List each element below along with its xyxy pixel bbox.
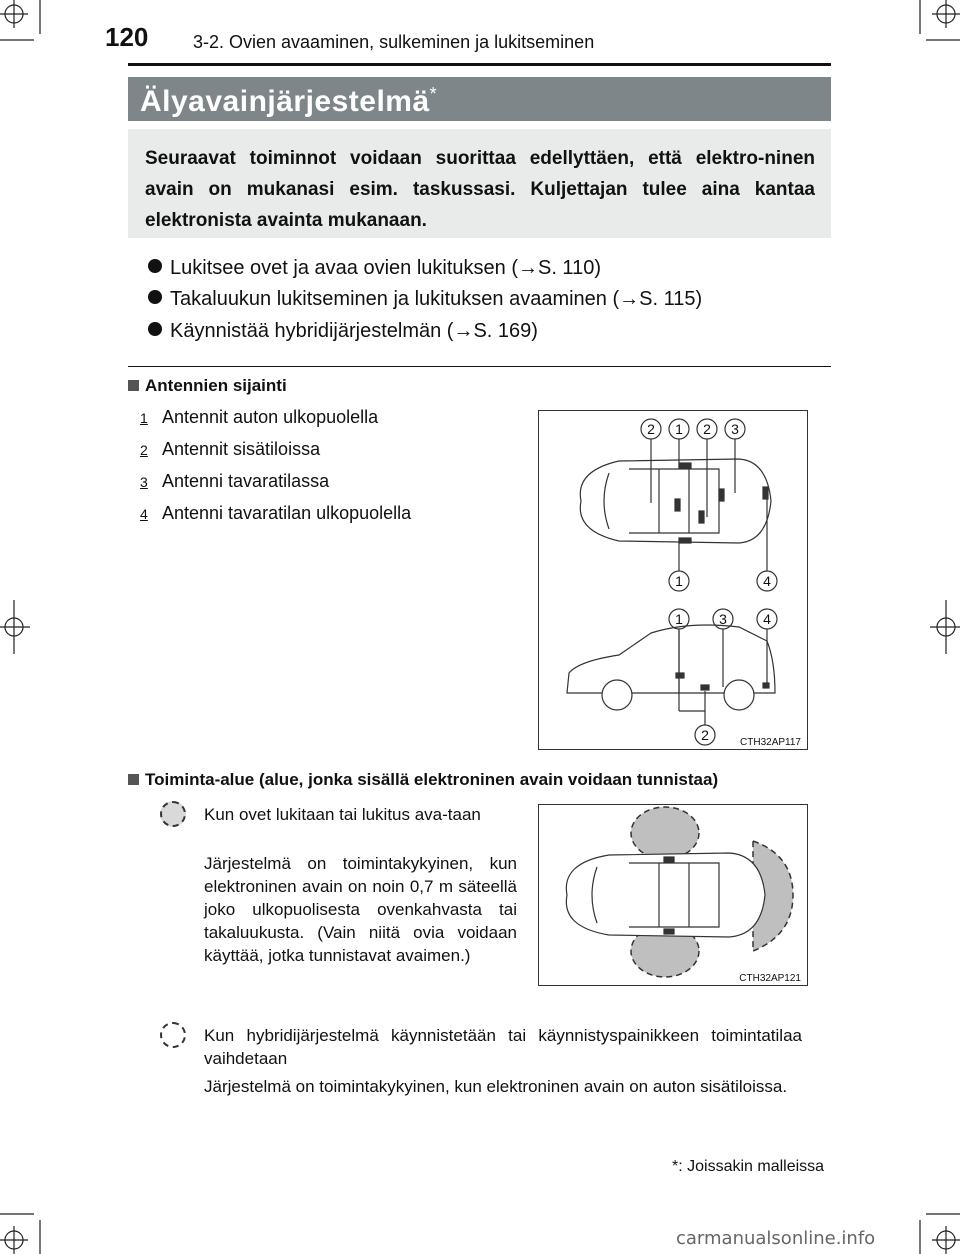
chapter-title: 3-2. Ovien avaaminen, sulkeminen ja lukitseminen <box>193 32 595 52</box>
callout-label: 3 <box>719 611 727 627</box>
callout-label: 2 <box>701 727 709 743</box>
footnote <box>672 1158 824 1176</box>
antenna-item: 3 Antenni tavaratilassa <box>140 471 330 491</box>
page-number: 120 <box>105 22 149 52</box>
section-divider <box>128 366 831 367</box>
exterior-range-icon <box>160 801 186 827</box>
feature-bullet-text: Lukitsee ovet ja avaa ovien lukituksen (→S. 110) <box>170 257 601 279</box>
antenna-heading: Antennien sijainti <box>128 376 287 396</box>
bullet-dot-icon <box>148 259 162 273</box>
callout-label: 1 <box>675 611 683 627</box>
range-diagram <box>539 805 807 985</box>
bullet-dot-icon <box>148 322 162 336</box>
antenna-item: 4 Antenni tavaratilan ulkopuolella <box>140 503 412 523</box>
feature-bullet-text: Käynnistää hybridijärjestelmän (→S. 169) <box>170 320 538 342</box>
antenna-item: 2 Antennit sisätiloissa <box>140 439 321 459</box>
feature-bullet <box>148 288 702 311</box>
header-rule <box>128 63 831 66</box>
section-title-text: Älyavainjärjestelmä <box>140 85 430 118</box>
bullet-dot-icon <box>148 290 162 304</box>
feature-bullet <box>148 320 538 343</box>
callout-label: 4 <box>763 573 771 589</box>
range-item-2-title: Kun hybridijärjestelmä käynnistetään tai käynnistyspainikkeen toimintatilaa vaihdetaan <box>204 1026 802 1068</box>
callout-label: 1 <box>675 421 683 437</box>
interior-range-icon <box>160 1022 186 1048</box>
feature-bullet <box>148 257 601 280</box>
section-title <box>140 84 437 119</box>
range-item-1-body: Järjestelmä on toimintakykyinen, kun elektroninen avain on noin 0,7 m säteellä joko ulkopuolisesta ovenkahvasta tai takaluukusta. (Vain niitä ovia voidaan käyttää, jotka tunnistavat avaimen.) <box>204 854 517 965</box>
footnote-asterisk: * <box>672 1158 679 1175</box>
callout-label: 4 <box>763 611 771 627</box>
callout-label: 1 <box>675 573 683 589</box>
square-bullet-icon <box>128 774 139 785</box>
detection-range-figure <box>538 804 808 986</box>
feature-bullet-text: Takaluukun lukitseminen ja lukituksen avaaminen (→S. 115) <box>170 288 703 310</box>
title-asterisk: * <box>429 84 438 104</box>
antenna-diagram <box>539 411 807 749</box>
footnote-text: : Joissakin malleissa <box>678 1158 825 1175</box>
intro-text: Seuraavat toiminnot voidaan suorittaa edellyttäen, että elektro-ninen avain on mukanasi esim. taskussasi. Kuljettajan tulee aina kantaa elektronista avainta mukanaan. <box>145 148 815 231</box>
callout-label: 2 <box>703 421 711 437</box>
watermark: carmanualsonline.info <box>676 1228 876 1249</box>
callout-label: 3 <box>731 421 739 437</box>
square-bullet-icon <box>128 380 139 391</box>
range-item-2-body: Järjestelmä on toimintakykyinen, kun elektroninen avain on auton sisätiloissa. <box>204 1077 788 1096</box>
range-heading: Toiminta-alue (alue, jonka sisällä elektroninen avain voidaan tunnistaa) <box>128 770 718 790</box>
figure-code: CTH32AP121 <box>739 973 801 984</box>
antenna-item: 1 Antennit auton ulkopuolella <box>140 407 379 427</box>
figure-code: CTH32AP117 <box>740 737 801 748</box>
callout-label: 2 <box>647 421 655 437</box>
range-item-1-title: Kun ovet lukitaan tai lukitus ava-taan <box>204 805 481 824</box>
antenna-location-figure <box>538 410 808 750</box>
